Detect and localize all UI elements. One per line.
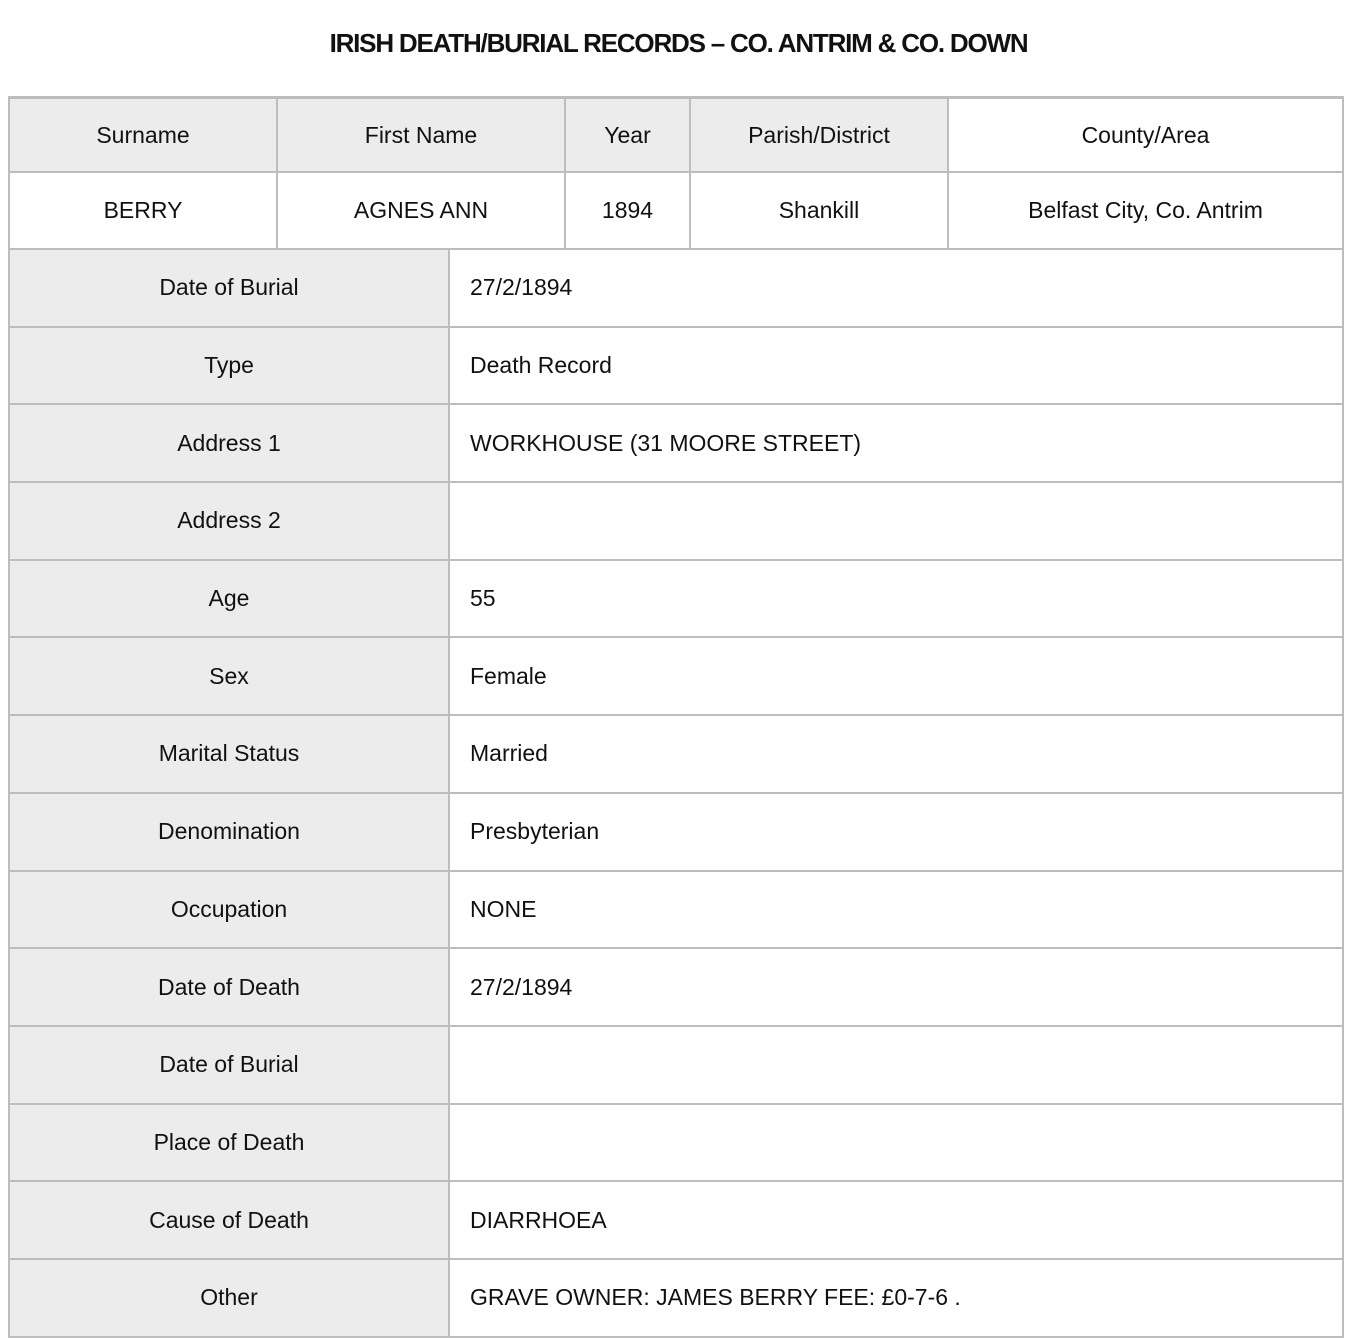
header-surname: Surname (8, 99, 276, 173)
county-value: Belfast City, Co. Antrim (947, 173, 1342, 250)
detail-label: Place of Death (8, 1105, 448, 1183)
detail-value: 27/2/1894 (448, 250, 1342, 328)
detail-label: Type (8, 328, 448, 406)
detail-row (8, 949, 1342, 1027)
detail-row (8, 250, 1342, 328)
page-title: IRISH DEATH/BURIAL RECORDS – CO. ANTRIM & CO. DOWN (329, 28, 1028, 58)
detail-value: NONE (448, 872, 1342, 950)
detail-row (8, 1182, 1342, 1260)
detail-label: Age (8, 561, 448, 639)
detail-label: Date of Burial (8, 250, 448, 328)
parish-value: Shankill (689, 173, 947, 250)
detail-row (8, 794, 1342, 872)
detail-label: Date of Burial (8, 1027, 448, 1105)
detail-label: Other (8, 1260, 448, 1338)
detail-value: GRAVE OWNER: JAMES BERRY FEE: £0-7-6 . (448, 1260, 1342, 1338)
record-table (8, 96, 1344, 1338)
detail-value: Death Record (448, 328, 1342, 406)
detail-label: Marital Status (8, 716, 448, 794)
detail-value: 27/2/1894 (448, 949, 1342, 1027)
detail-row (8, 716, 1342, 794)
detail-value (448, 483, 1342, 561)
header-parish: Parish/District (689, 99, 947, 173)
detail-value: DIARRHOEA (448, 1182, 1342, 1260)
header-year: Year (564, 99, 689, 173)
detail-label: Date of Death (8, 949, 448, 1027)
detail-row (8, 872, 1342, 950)
detail-value: Presbyterian (448, 794, 1342, 872)
record-row (8, 173, 1342, 250)
detail-value: Female (448, 638, 1342, 716)
detail-label: Address 1 (8, 405, 448, 483)
surname-value: BERRY (8, 173, 276, 250)
detail-value: WORKHOUSE (31 MOORE STREET) (448, 405, 1342, 483)
detail-row (8, 561, 1342, 639)
detail-row (8, 483, 1342, 561)
detail-row (8, 1027, 1342, 1105)
detail-row (8, 1105, 1342, 1183)
detail-value: Married (448, 716, 1342, 794)
header-first-name: First Name (276, 99, 564, 173)
header-county: County/Area (947, 99, 1342, 173)
detail-value: 55 (448, 561, 1342, 639)
detail-value (448, 1027, 1342, 1105)
detail-row (8, 328, 1342, 406)
header-row (8, 99, 1342, 173)
detail-row (8, 638, 1342, 716)
year-value: 1894 (564, 173, 689, 250)
detail-label: Sex (8, 638, 448, 716)
detail-label: Occupation (8, 872, 448, 950)
detail-label: Cause of Death (8, 1182, 448, 1260)
detail-value (448, 1105, 1342, 1183)
detail-label: Denomination (8, 794, 448, 872)
detail-row (8, 405, 1342, 483)
first-name-value: AGNES ANN (276, 173, 564, 250)
detail-label: Address 2 (8, 483, 448, 561)
detail-row (8, 1260, 1342, 1338)
